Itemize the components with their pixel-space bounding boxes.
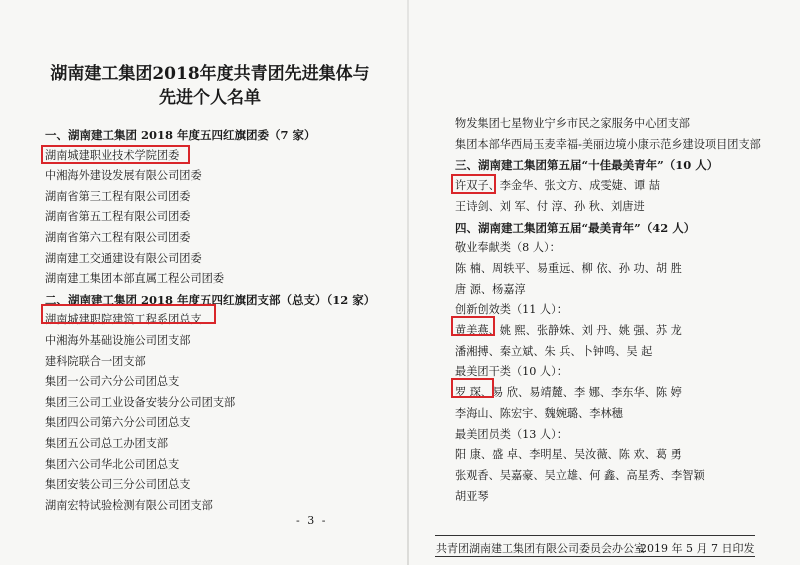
list-item: 集团六公司华北公司团总支 — [45, 457, 180, 471]
list-item: 湖南建工交通建设有限公司团委 — [45, 251, 202, 265]
title-line-2: 先进个人名单 — [159, 88, 261, 108]
list-item: 最美团员类（13 人）： — [455, 427, 568, 441]
list-item: 许双子、李金华、张文方、成雯婕、谭 喆 — [455, 179, 660, 193]
list-item: 中湘海外建设发展有限公司团委 — [45, 169, 202, 183]
list-item: 集团五公司总工办团支部 — [45, 437, 169, 450]
section-heading: 三、湖南建工集团第五届“十佳最美青年”（10 人） — [455, 158, 719, 173]
title-line-1: 湖南建工集团2018年度共青团先进集体与 — [50, 64, 370, 84]
section-heading: 四、湖南建工集团第五届“最美青年”（42 人） — [455, 220, 696, 235]
list-item: 湖南城建职业技术学院团委 — [45, 148, 180, 162]
list-item: 集团安装公司三分公司团总支 — [45, 478, 191, 492]
list-item: 湖南省第三工程有限公司团委 — [45, 189, 191, 203]
list-item: 潘湘搏、秦立斌、朱 兵、卜钟鸣、吴 起 — [455, 344, 653, 358]
footer-date: 2019 年 5 月 7 日印发 — [640, 542, 755, 555]
list-item: 中湘海外基础设施公司团支部 — [45, 334, 191, 347]
highlight-box — [451, 378, 494, 398]
list-item: 敬业奉献类（8 人）： — [455, 241, 561, 255]
list-item: 胡亚琴 — [455, 489, 489, 503]
list-item: 李海山、陈宏宇、魏婉璐、李林穗 — [455, 406, 623, 420]
list-item: 罗 琛、易 欣、易靖麓、李 娜、李东华、陈 婷 — [455, 386, 682, 400]
list-item: 陈 楠、周轶平、易重远、柳 依、孙 功、胡 胜 — [455, 261, 682, 275]
list-item: 湖南城建职院建筑工程系团总支 — [45, 313, 202, 327]
highlight-box — [41, 304, 216, 324]
footer-rule-bottom — [435, 556, 755, 557]
list-item: 物发集团七星物业宁乡市民之家服务中心团支部 — [455, 117, 690, 130]
footer-issuer: 共青团湖南建工集团有限公司委员会办公室 — [436, 542, 645, 555]
list-item: 集团四公司第六分公司团总支 — [45, 416, 191, 430]
list-item: 建科院联合一团支部 — [45, 354, 146, 368]
list-item: 湖南宏特试验检测有限公司团支部 — [45, 498, 213, 512]
list-item: 湖南省第六工程有限公司团委 — [45, 231, 191, 244]
list-item: 黄美燕、姚 熙、张静姝、刘 丹、姚 强、苏 龙 — [455, 324, 682, 337]
list-item: 阳 康、盛 卓、李明星、吴汝薇、陈 欢、葛 勇 — [455, 448, 682, 462]
page-fold — [407, 0, 409, 565]
list-item: 集团本部华西局玉麦幸福-美丽边境小康示范乡建设项目团支部 — [455, 137, 761, 151]
highlight-box — [451, 174, 496, 194]
page-number: - 3 - — [296, 514, 328, 527]
list-item: 最美团干类（10 人）： — [455, 365, 568, 379]
list-item: 集团三公司工业设备安装分公司团支部 — [45, 395, 236, 409]
document-title — [40, 62, 380, 110]
list-item: 王诗剑、刘 军、付 淳、孙 秋、刘唐进 — [455, 199, 645, 213]
section-heading: 二、湖南建工集团 2018 年度五四红旗团支部（总支）（12 家） — [45, 292, 376, 307]
list-item: 唐 源、杨嘉淳 — [455, 282, 526, 296]
list-item: 湖南建工集团本部直属工程公司团委 — [45, 272, 225, 286]
list-item: 湖南省第五工程有限公司团委 — [45, 210, 191, 224]
list-item: 张观香、吴嘉豪、吴立雄、何 鑫、高星秀、李智颖 — [455, 468, 705, 482]
list-item: 集团一公司六分公司团总支 — [45, 375, 180, 389]
footer-rule-top — [435, 535, 755, 536]
highlight-box — [41, 145, 190, 164]
list-item: 创新创效类（11 人）： — [455, 303, 568, 317]
section-heading: 一、湖南建工集团 2018 年度五四红旗团委（7 家） — [45, 128, 316, 142]
highlight-box — [451, 316, 495, 336]
